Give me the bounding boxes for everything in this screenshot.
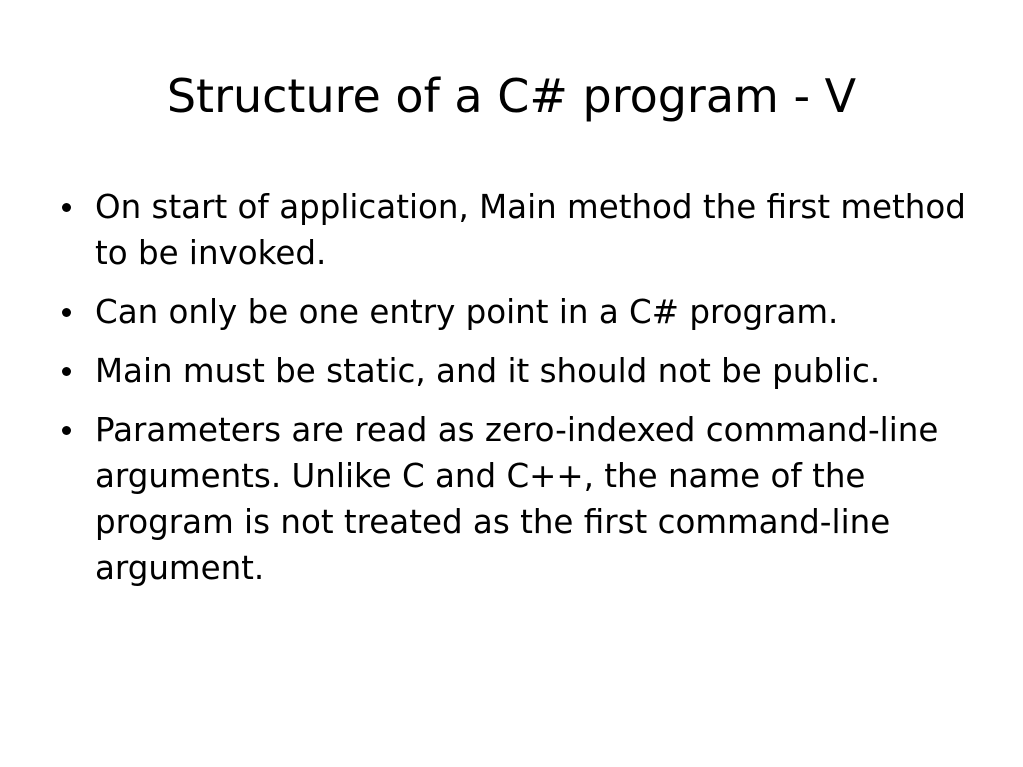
bullet-dot-icon xyxy=(62,308,71,317)
bullet-list xyxy=(62,184,966,604)
bullet-text: Parameters are read as zero-indexed command-line arguments. Unlike C and C++, the name of the program is not treated as the first command-line argument. xyxy=(95,411,939,587)
bullet-text: Main must be static, and it should not be public. xyxy=(95,352,881,390)
bullet-text: On start of application, Main method the first method to be invoked. xyxy=(95,188,966,272)
bullet-dot-icon xyxy=(62,426,71,435)
bullet-item xyxy=(62,184,966,276)
bullet-item xyxy=(62,289,962,335)
bullet-text: Can only be one entry point in a C# program. xyxy=(95,293,839,331)
bullet-dot-icon xyxy=(62,367,71,376)
slide-title: Structure of a C# program - V xyxy=(166,69,857,123)
bullet-dot-icon xyxy=(62,203,71,212)
bullet-item xyxy=(62,348,962,394)
bullet-item xyxy=(62,407,962,591)
